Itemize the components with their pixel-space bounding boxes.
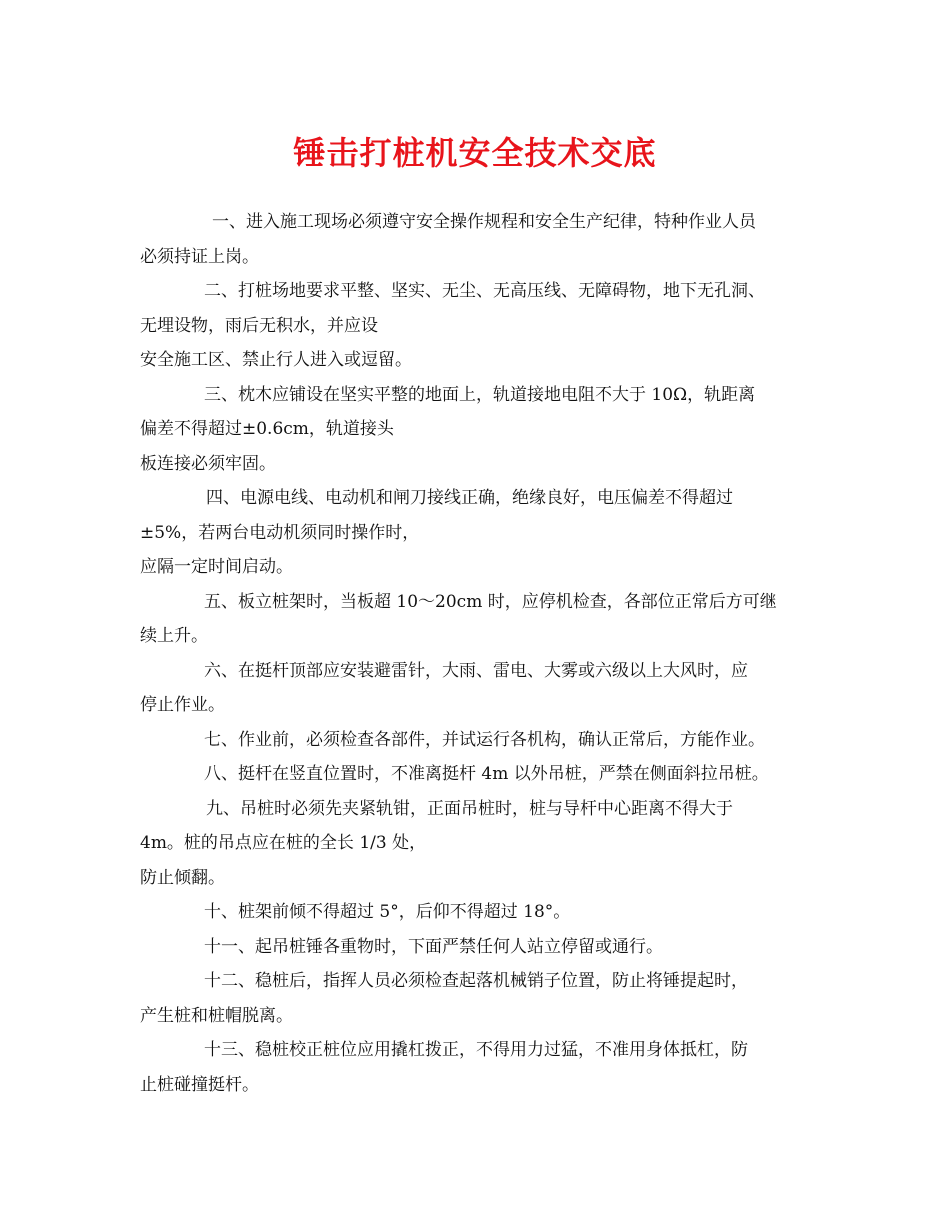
paragraph-line: 应隔一定时间启动。 — [140, 557, 293, 577]
paragraph-9 — [140, 792, 820, 896]
paragraph-line: 十三、稳桩校正桩位应用撬杠拨正，不得用力过猛，不准用身体抵杠，防 — [204, 1040, 748, 1060]
paragraph-6 — [140, 654, 820, 723]
paragraph-line: 十二、稳桩后，指挥人员必须检查起落机械销子位置，防止将锤提起时， — [204, 971, 748, 991]
paragraph-line: 一、进入施工现场必须遵守安全操作规程和安全生产纪律，特种作业人员 — [212, 212, 756, 232]
paragraph-line: 续上升。 — [140, 626, 208, 646]
paragraph-5 — [140, 585, 820, 654]
paragraph-11 — [140, 930, 820, 965]
paragraph-2 — [140, 274, 820, 378]
paragraph-13 — [140, 1033, 820, 1102]
paragraph-line: 停止作业。 — [140, 695, 225, 715]
paragraph-line: 产生桩和桩帽脱离。 — [140, 1005, 293, 1026]
paragraph-line: 五、板立桩架时，当板超 10～20cm 时，应停机检查，各部位正常后方可继 — [204, 591, 777, 612]
paragraph-12 — [140, 964, 820, 1033]
paragraph-line: 十一、起吊桩锤各重物时，下面严禁任何人站立停留或通行。 — [204, 936, 663, 957]
paragraph-3 — [140, 378, 820, 482]
paragraph-line: 八、挺杆在竖直位置时，不准离挺杆 4m 以外吊桩，严禁在侧面斜拉吊桩。 — [204, 764, 769, 784]
paragraph-8 — [140, 757, 820, 792]
paragraph-line: 三、枕木应铺设在坚实平整的地面上，轨道接地电阻不大于 10Ω，轨距离 — [204, 384, 756, 405]
paragraph-line: 九、吊桩时必须先夹紧轨钳，正面吊桩时，桩与导杆中心距离不得大于 — [206, 798, 733, 819]
document-title: 锤击打桩机安全技术交底 — [293, 134, 657, 172]
paragraph-line: ±5%，若两台电动机须同时操作时， — [140, 522, 420, 543]
paragraph-line: 二、打桩场地要求平整、坚实、无尘、无高压线、无障碍物，地下无孔洞、 — [204, 281, 765, 301]
paragraph-line: 板连接必须牢固。 — [140, 453, 276, 474]
paragraph-7 — [140, 723, 820, 758]
document-body — [140, 205, 820, 1102]
paragraph-10 — [140, 895, 820, 930]
paragraph-line: 止桩碰撞挺杆。 — [140, 1074, 259, 1095]
paragraph-line: 必须持证上岗。 — [140, 246, 259, 267]
paragraph-line: 安全施工区、禁止行人进入或逗留。 — [140, 350, 412, 370]
paragraph-line: 防止倾翻。 — [140, 867, 225, 888]
paragraph-4 — [140, 481, 820, 585]
paragraph-line: 4m。桩的吊点应在桩的全长 1/3 处， — [140, 833, 427, 853]
paragraph-line: 七、作业前，必须检查各部件，并试运行各机构，确认正常后，方能作业。 — [204, 729, 765, 750]
paragraph-line: 四、电源电线、电动机和闸刀接线正确，绝缘良好，电压偏差不得超过 — [206, 488, 733, 508]
paragraph-1 — [140, 205, 820, 274]
paragraph-line: 无埋设物，雨后无积水，并应设 — [140, 315, 378, 336]
paragraph-line: 六、在挺杆顶部应安装避雷针，大雨、雷电、大雾或六级以上大风时，应 — [204, 660, 748, 681]
paragraph-line: 十、桩架前倾不得超过 5°，后仰不得超过 18°。 — [204, 902, 571, 922]
paragraph-line: 偏差不得超过±0.6cm，轨道接头 — [140, 419, 394, 439]
